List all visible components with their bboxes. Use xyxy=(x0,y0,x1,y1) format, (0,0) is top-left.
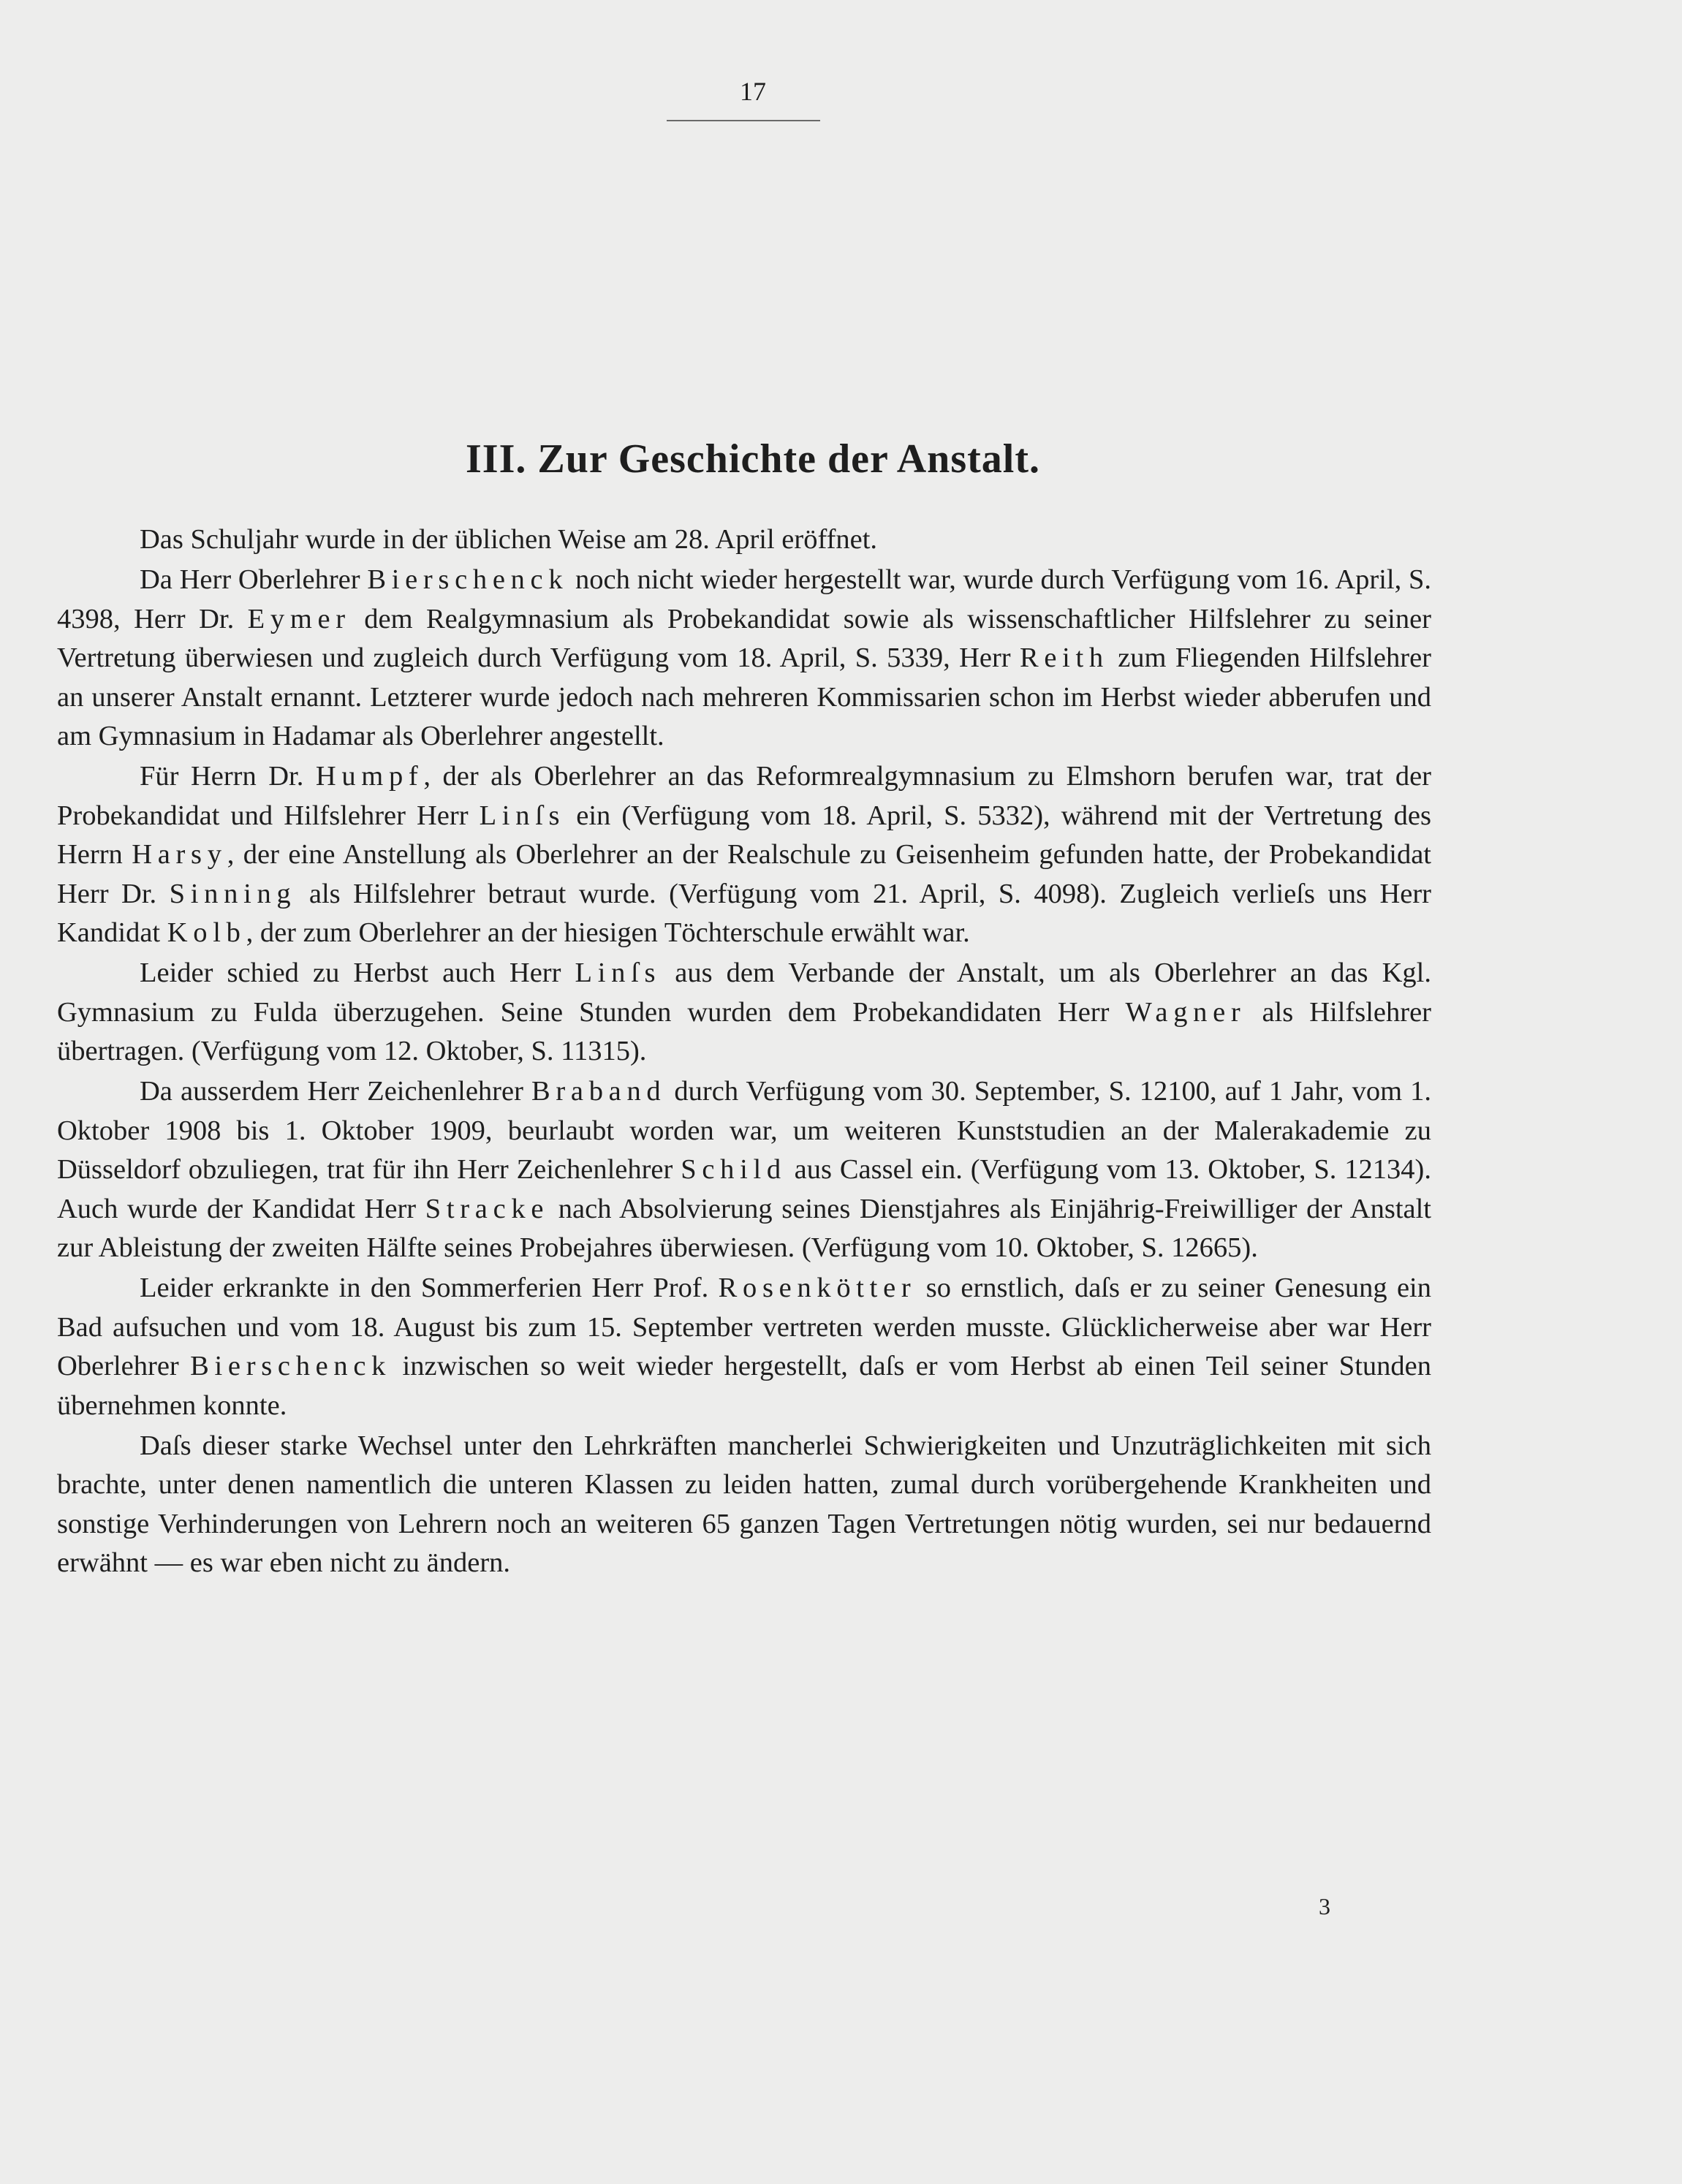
person-name: Braband xyxy=(531,1076,667,1107)
paragraph xyxy=(57,1427,1431,1583)
text-run: Leider schied zu Herbst auch Herr xyxy=(140,958,575,988)
text-run: , der als Oberlehrer an das Reformrealgymnasium zu Elmshorn berufen war, trat der Probekandidat und Hilfslehrer Herr xyxy=(57,761,1431,831)
paragraph xyxy=(57,561,1431,757)
text-run: , der eine Anstellung als Oberlehrer an der Realschule zu Geisenheim gefunden hatte, der Probekandidat Herr Dr. xyxy=(57,839,1431,909)
text-run: , der zum Oberlehrer an der hiesigen Töchterschule erwählt war. xyxy=(246,917,970,948)
text-run: aus Cassel ein. (Verfügung vom 13. Oktober, S. 12134). Auch wurde der Kandidat Herr xyxy=(57,1154,1431,1224)
text-run: als Hilfslehrer betraut wurde. (Verfügung vom 21. April, S. 4098). Zugleich verlieſs uns Herr Kandidat xyxy=(57,878,1431,948)
person-name: Stracke xyxy=(425,1193,550,1224)
text-run: Daſs dieser starke Wechsel unter den Lehrkräften mancherlei Schwierigkeiten und Unzuträglichkeiten mit sich brachte, unter denen namentlich die unteren Klassen zu leiden hatten, zumal durch vorübergehende Krankheiten und sonstige Verhinderungen von Lehrern noch an weiteren 65 ganzen Tagen Vertretungen nötig wurden, sei nur bedauernd erwähnt — es war eben nicht zu ändern. xyxy=(57,1430,1431,1578)
text-run: zum Fliegenden Hilfslehrer an unserer Anstalt ernannt. Letzterer wurde jedoch nach mehreren Kommissarien schon im Herbst wieder abberufen und am Gymnasium in Hadamar als Oberlehrer angestellt. xyxy=(57,642,1431,751)
paragraph xyxy=(57,1072,1431,1268)
text-run: ein (Verfügung vom 18. April, S. 5332), während mit der Vertretung des Herrn xyxy=(57,800,1431,870)
person-name: Rosenkötter xyxy=(718,1273,917,1303)
person-name: Linſs xyxy=(575,958,662,988)
paragraph xyxy=(57,520,1431,560)
text-run: inzwischen so weit wieder hergestellt, daſs er vom Herbst ab einen Teil seiner Stunden übernehmen konnte. xyxy=(57,1351,1431,1421)
text-run: dem Realgymnasium als Probekandidat sowie als wissenschaftlicher Hilfslehrer zu seiner Vertretung überwiesen und zugleich durch Verfügung vom 18. April, S. 5339, Herr xyxy=(57,603,1431,673)
paragraph xyxy=(57,757,1431,953)
signature-mark: 3 xyxy=(1319,1893,1330,1919)
person-name: Sinning xyxy=(169,878,297,909)
person-name: Kolb xyxy=(167,917,246,948)
person-name: Reith xyxy=(1019,642,1109,673)
person-name: Humpf xyxy=(315,761,424,792)
person-name: Eymer xyxy=(247,603,351,634)
person-name: Bierschenck xyxy=(367,564,569,595)
section-heading: III. Zur Geschichte der Anstalt. xyxy=(466,436,1040,482)
paragraph xyxy=(57,1269,1431,1425)
page-number: 17 xyxy=(740,77,766,106)
text-run: nach Absolvierung seines Dienstjahres als Einjährig-Freiwilliger der Anstalt zur Ableistung der zweiten Hälfte seines Probejahres überwiesen. (Verfügung vom 10. Oktober, S. 12665). xyxy=(57,1193,1431,1263)
body-text xyxy=(57,520,1431,1584)
text-run: noch nicht wieder hergestellt war, wurde durch Verfügung vom 16. April, S. 4398, Herr Dr. xyxy=(57,564,1431,634)
text-run: Leider erkrankte in den Sommerferien Herr Prof. xyxy=(140,1273,719,1303)
text-run: so ernstlich, daſs er zu seiner Genesung ein Bad aufsuchen und vom 18. August bis zum 15. September vertreten werden musste. Glücklicherweise aber war Herr Oberlehrer xyxy=(57,1273,1431,1381)
person-name: Schild xyxy=(681,1154,787,1185)
person-name: Bierschenck xyxy=(190,1351,392,1381)
text-run: Das Schuljahr wurde in der üblichen Weise am 28. April eröffnet. xyxy=(140,524,878,555)
paragraph xyxy=(57,954,1431,1072)
page-number-rule xyxy=(667,120,820,121)
text-run: durch Verfügung vom 30. September, S. 12100, auf 1 Jahr, vom 1. Oktober 1908 bis 1. Oktober 1909, beurlaubt worden war, um weiteren Kunststudien an der Malerakademie zu Düsseldorf obzuliegen, trat für ihn Herr Zeichenlehrer xyxy=(57,1076,1431,1185)
text-run: aus dem Verbande der Anstalt, um als Oberlehrer an das Kgl. Gymnasium zu Fulda überzugehen. Seine Stunden wurden dem Probekandidaten Herr xyxy=(57,958,1431,1028)
text-run: Für Herrn Dr. xyxy=(140,761,316,792)
person-name: Linſs xyxy=(479,800,566,831)
text-run: Da Herr Oberlehrer xyxy=(140,564,368,595)
person-name: Harsy xyxy=(132,839,227,870)
text-run: als Hilfslehrer übertragen. (Verfügung vom 12. Oktober, S. 11315). xyxy=(57,996,1431,1066)
text-run: Da ausserdem Herr Zeichenlehrer xyxy=(140,1076,532,1107)
person-name: Wagner xyxy=(1125,996,1246,1028)
